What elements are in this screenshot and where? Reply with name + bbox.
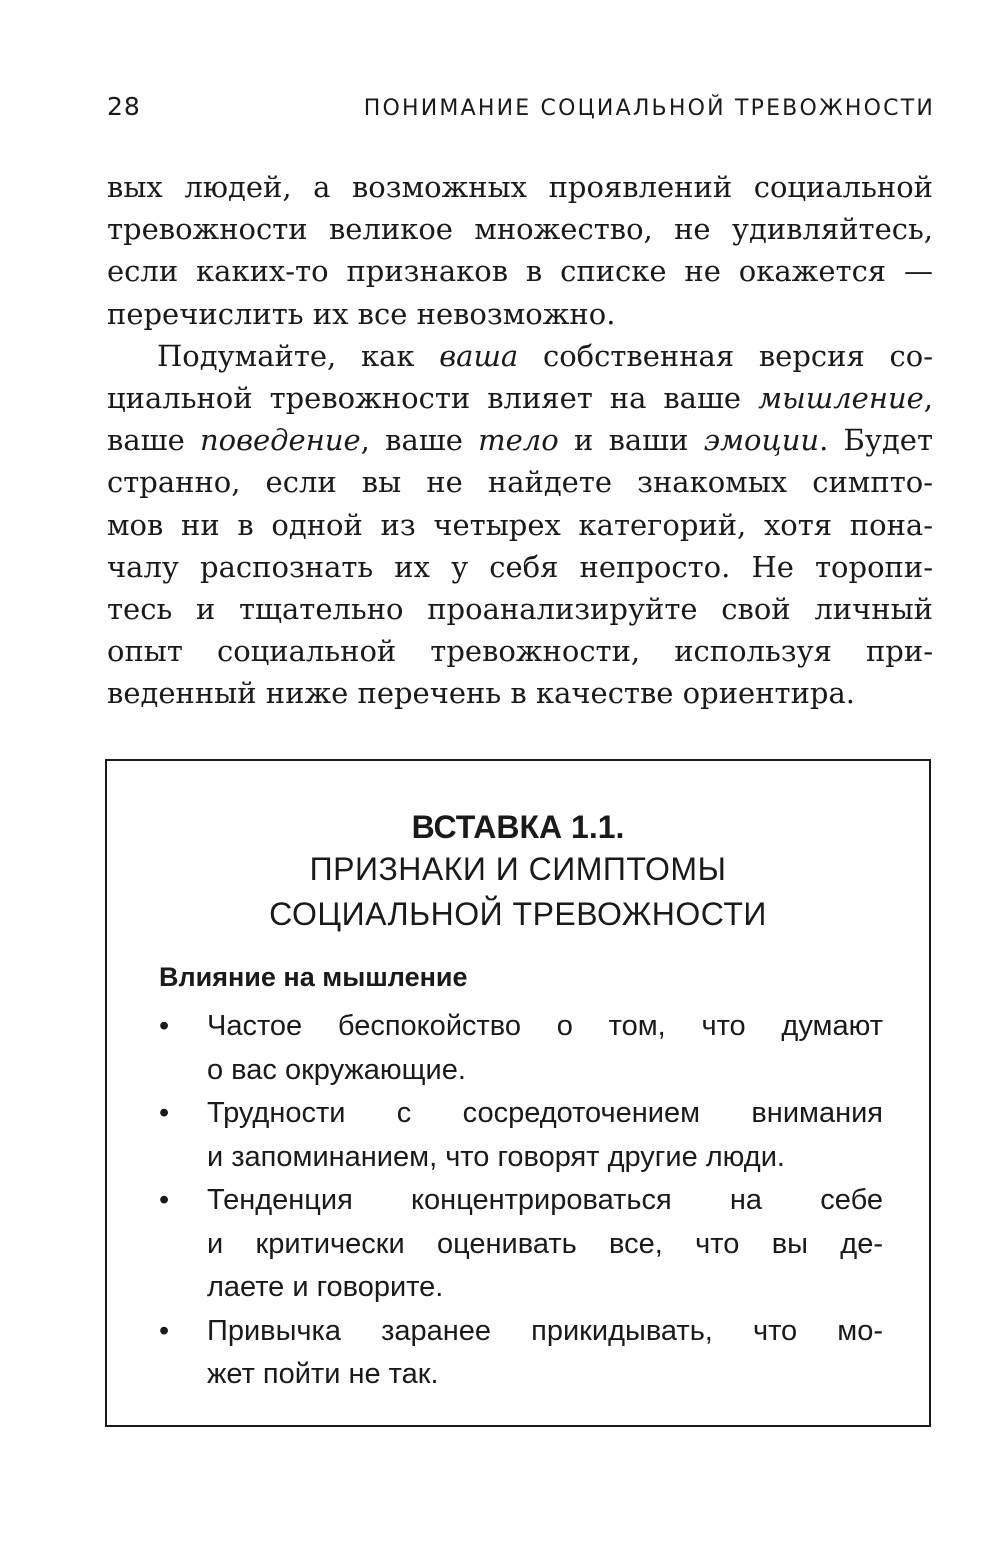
page-number: 28 xyxy=(107,92,141,121)
bullet-icon: • xyxy=(159,1184,170,1216)
emphasis-text: поведение xyxy=(200,423,361,458)
running-header: ПОНИМАНИЕ СОЦИАЛЬНОЙ ТРЕВОЖНОСТИ xyxy=(363,96,935,121)
list-item-line: Трудности с сосредоточением внимания xyxy=(207,1097,883,1129)
body-line: циальной тревожности влияет на ваше мышление, xyxy=(107,381,933,416)
body-line: чалу распознать их у себя непросто. Не торопи- xyxy=(107,549,933,584)
list-item-line: лаете и говорите. xyxy=(207,1271,444,1303)
list-item-line: и критически оценивать все, что вы де- xyxy=(207,1227,883,1260)
body-line: тревожности великое множество, не удивляйтесь, xyxy=(107,212,933,247)
list-item xyxy=(159,1005,883,1092)
body-line: тесь и тщательно проанализируйте свой личный xyxy=(107,592,933,627)
body-line: мов ни в одной из четырех категорий, хотя пона- xyxy=(107,507,933,542)
bullet-icon: • xyxy=(159,1010,170,1042)
list-item xyxy=(159,1179,883,1310)
body-line: странно, если вы не найдете знакомых симпто- xyxy=(107,465,933,500)
body-line: опыт социальной тревожности, используя при- xyxy=(107,634,933,669)
body-text xyxy=(107,166,933,715)
inset-title: СОЦИАЛЬНОЙ ТРЕВОЖНОСТИ xyxy=(269,896,767,932)
body-line: если каких-то признаков в списке не окажется — xyxy=(107,254,933,289)
bullet-list xyxy=(159,1005,883,1397)
inset-label: ВСТАВКА 1.1. xyxy=(411,809,625,845)
emphasis-text: мышление xyxy=(758,381,924,416)
body-line: перечислить их все невозможно. xyxy=(107,296,616,331)
body-line: веденный ниже перечень в качестве ориентира. xyxy=(107,676,855,711)
body-line: Подумайте, как ваша собственная версия со- xyxy=(157,338,934,373)
bullet-icon: • xyxy=(159,1097,170,1129)
emphasis-text: тело xyxy=(478,423,559,458)
list-item-line: Привычка заранее прикидывать, что мо- xyxy=(207,1314,883,1347)
body-line: вых людей, а возможных проявлений социальной xyxy=(107,170,933,204)
list-item-line: о вас окружающие. xyxy=(207,1053,466,1086)
inset-box xyxy=(105,759,931,1427)
inset-title: ПРИЗНАКИ И СИМПТОМЫ xyxy=(309,851,727,887)
list-item-line: жет пойти не так. xyxy=(207,1358,439,1390)
list-item-line: Частое беспокойство о том, что думают xyxy=(207,1010,883,1042)
emphasis-text: эмоции xyxy=(703,423,820,458)
emphasis-text: ваша xyxy=(439,338,519,373)
inset-subheading: Влияние на мышление xyxy=(159,962,468,992)
list-item xyxy=(159,1310,883,1397)
body-line: ваше поведение, ваше тело и ваши эмоции. Будет xyxy=(107,423,933,458)
list-item-line: Тенденция концентрироваться на себе xyxy=(207,1184,883,1216)
list-item-line: и запоминанием, что говорят другие люди. xyxy=(207,1140,785,1173)
bullet-icon: • xyxy=(159,1314,170,1347)
list-item xyxy=(159,1092,883,1179)
